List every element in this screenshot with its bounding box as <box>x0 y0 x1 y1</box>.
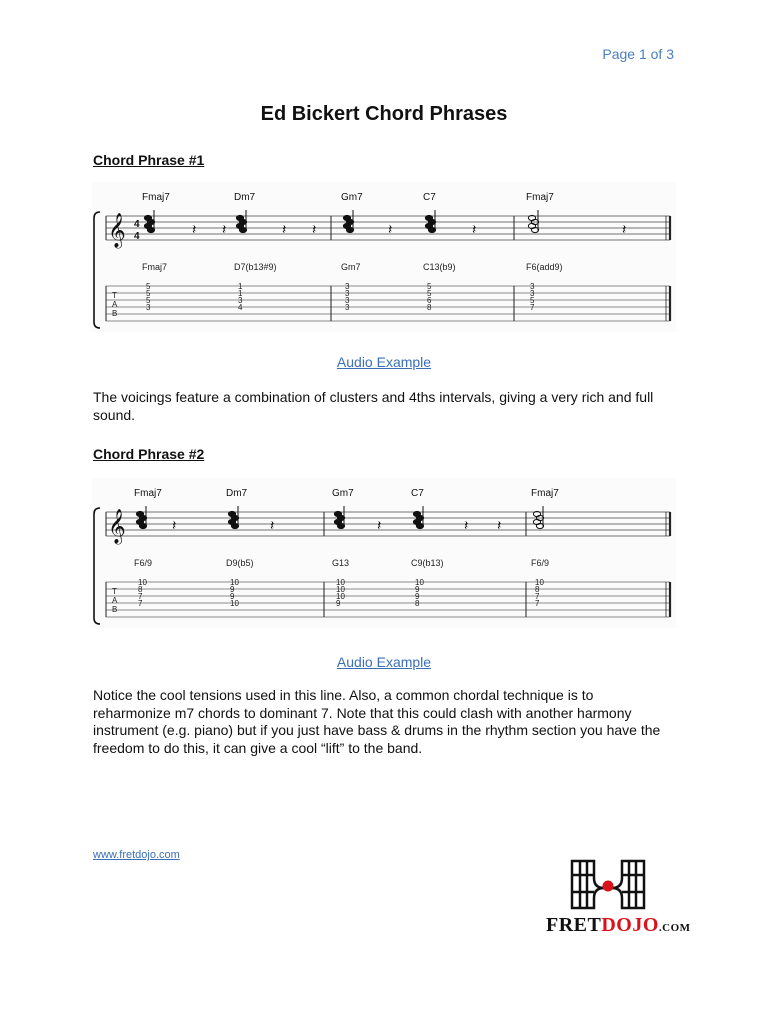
chord-symbol: Fmaj7 <box>526 192 554 203</box>
chord-symbol: Dm7 <box>234 192 256 203</box>
tab-fret-number: 10 <box>336 585 345 594</box>
quarter-rest-icon: 𝄽 <box>282 222 287 238</box>
tab-fret-number: 3 <box>345 289 350 298</box>
voicing-label: D9(b5) <box>226 558 254 568</box>
tab-fret-number: 5 <box>146 282 151 291</box>
quarter-rest-icon: 𝄽 <box>377 518 382 534</box>
quarter-rest-icon: 𝄽 <box>192 222 197 238</box>
audio-example-link-2[interactable]: Audio Example <box>336 654 432 670</box>
tab-fret-number: 3 <box>345 296 350 305</box>
quarter-rest-icon: 𝄽 <box>312 222 317 238</box>
voicing-label: F6/9 <box>531 558 550 568</box>
tab-fret-number: 5 <box>146 296 151 305</box>
tab-clef-letter: A <box>112 596 118 605</box>
tab-fret-number: 10 <box>336 578 345 587</box>
chord-symbol: C7 <box>411 488 424 499</box>
quarter-rest-icon: 𝄽 <box>270 518 275 534</box>
tab-fret-number: 3 <box>530 282 535 291</box>
tab-fret-number: 5 <box>530 296 535 305</box>
tab-fret-number: 5 <box>427 289 432 298</box>
chord-symbol: C7 <box>423 192 436 203</box>
voicing-label: Gm7 <box>341 262 361 272</box>
page-number: Page 1 of 3 <box>602 46 674 62</box>
tab-fret-number: 10 <box>138 578 147 587</box>
quarter-rest-icon: 𝄽 <box>172 518 177 534</box>
tab-clef-letter: B <box>112 605 118 614</box>
tab-fret-number: 9 <box>415 592 420 601</box>
phrase-2-description: Notice the cool tensions used in this line. Also, a common chordal technique is to reharmonize m7 chords to dominant 7. Note that this could clash with another harmony instrument (e.g. piano) but if you just have bass & drums in the rhythm section you have the freedom to do this, it can give a cool “lift” to the band. <box>93 687 661 756</box>
tab-fret-number: 7 <box>138 599 143 608</box>
fretdojo-wordmark: FRETDOJO.COM <box>546 914 691 936</box>
voicing-label: F6/9 <box>134 558 153 568</box>
time-signature-top: 4 <box>134 219 140 230</box>
treble-clef-icon: 𝄞 <box>108 509 126 544</box>
voicing-label: D7(b13#9) <box>234 262 277 272</box>
tab-fret-number: 5 <box>427 282 432 291</box>
audio-example-link-1[interactable]: Audio Example <box>336 354 432 370</box>
chord-symbol: Gm7 <box>341 192 363 203</box>
voicing-label: G13 <box>332 558 350 568</box>
tab-fret-number: 4 <box>238 303 243 312</box>
tab-fret-number: 8 <box>415 599 420 608</box>
quarter-rest-icon: 𝄽 <box>464 518 469 534</box>
tab-fret-number: 3 <box>530 289 535 298</box>
tab-fret-number: 3 <box>345 282 350 291</box>
quarter-rest-icon: 𝄽 <box>388 222 393 238</box>
chord-phrase-1-heading: Chord Phrase #1 <box>93 152 205 168</box>
chord-symbol: Fmaj7 <box>142 192 170 203</box>
phrase-1-description: The voicings feature a combination of clusters and 4ths intervals, giving a very rich and full sound. <box>93 389 654 423</box>
tab-clef-letter: T <box>112 291 117 300</box>
tab-fret-number: 9 <box>415 585 420 594</box>
tab-fret-number: 10 <box>415 578 424 587</box>
tab-fret-number: 7 <box>535 599 540 608</box>
quarter-rest-icon: 𝄽 <box>622 222 627 238</box>
system-bracket <box>94 508 100 624</box>
voicing-label: C9(b13) <box>411 558 444 568</box>
tab-fret-number: 8 <box>535 585 540 594</box>
tab-fret-number: 10 <box>535 578 544 587</box>
tab-fret-number: 3 <box>345 303 350 312</box>
chord-symbol: Gm7 <box>332 488 354 499</box>
chord-symbol: Fmaj7 <box>134 488 162 499</box>
tab-fret-number: 10 <box>230 578 239 587</box>
system-bracket <box>94 212 100 328</box>
tab-clef-letter: T <box>112 587 117 596</box>
tab-clef-letter: A <box>112 300 118 309</box>
footer-website-link[interactable]: www.fretdojo.com <box>93 849 180 861</box>
chord-phrase-1-score <box>92 182 676 332</box>
tab-clef-letter: B <box>112 309 118 318</box>
tab-fret-number: 8 <box>138 585 143 594</box>
chord-phrase-2-heading: Chord Phrase #2 <box>93 446 205 462</box>
tab-fret-number: 5 <box>146 289 151 298</box>
tab-fret-number: 1 <box>238 289 243 298</box>
quarter-rest-icon: 𝄽 <box>497 518 502 534</box>
time-signature-bottom: 4 <box>134 231 140 242</box>
quarter-rest-icon: 𝄽 <box>222 222 227 238</box>
document-title: Ed Bickert Chord Phrases <box>260 103 508 125</box>
tab-fret-number: 9 <box>230 585 235 594</box>
tab-fret-number: 3 <box>146 303 151 312</box>
voicing-label: F6(add9) <box>526 262 563 272</box>
tab-fret-number: 6 <box>427 296 432 305</box>
chord-symbol: Dm7 <box>226 488 248 499</box>
tab-fret-number: 9 <box>230 592 235 601</box>
tab-fret-number: 9 <box>336 599 341 608</box>
voicing-label: Fmaj7 <box>142 262 168 272</box>
fretdojo-logo-icon <box>556 858 680 918</box>
tab-fret-number: 7 <box>138 592 143 601</box>
quarter-rest-icon: 𝄽 <box>472 222 477 238</box>
tab-fret-number: 7 <box>535 592 540 601</box>
tab-fret-number: 10 <box>230 599 239 608</box>
tab-fret-number: 3 <box>238 296 243 305</box>
voicing-label: C13(b9) <box>423 262 456 272</box>
tab-fret-number: 7 <box>530 303 535 312</box>
tab-fret-number: 10 <box>336 592 345 601</box>
chord-phrase-2-score <box>92 478 676 628</box>
chord-symbol: Fmaj7 <box>531 488 559 499</box>
tab-fret-number: 1 <box>238 282 243 291</box>
treble-clef-icon: 𝄞 <box>108 213 126 248</box>
tab-fret-number: 8 <box>427 303 432 312</box>
